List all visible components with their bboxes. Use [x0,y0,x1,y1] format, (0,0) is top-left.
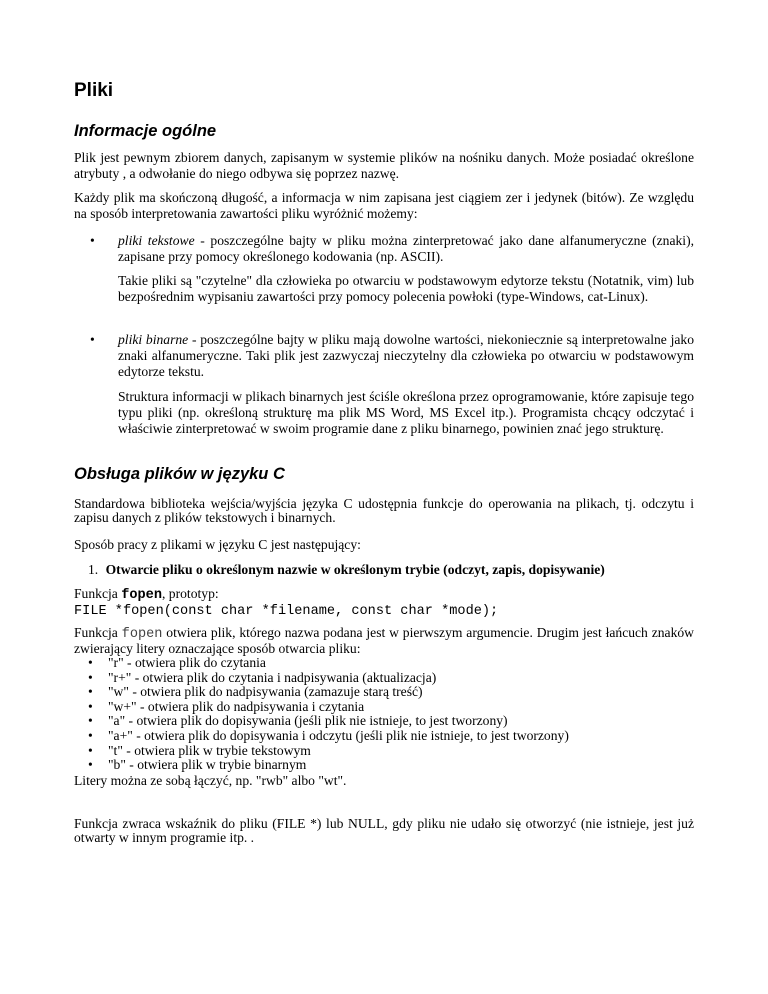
step-open-file [88,562,694,578]
list-item-binary-files: pliki binarne - poszczególne bajty w pliku mają dowolne wartości, niekoniecznie są interpretowalne jako znaki alfanumeryczne. Taki plik jest zazwyczaj nieczytelny dla człowieka po otwarciu w podstawowym edytorze tekstu. [118,332,694,380]
paragraph-intro: Plik jest pewnym zbiorem danych, zapisanym w systemie plików na nośniku danych. Może posiadać określone atrybuty , a odwołanie do niego odbywa się poprzez nazwę. [74,150,694,182]
list-item: • "a+" - otwiera plik do dopisywania i odczytu (jeśli plik nie istnieje, to jest tworzony) [88,727,569,743]
list-item: • "r+" - otwiera plik do czytania i nadpisywania (aktualizacja) [88,669,437,685]
list-item: • "w" - otwiera plik do nadpisywania (zamazuje starą treść) [88,684,423,700]
step-text: Otwarcie pliku o określonym nazwie w określonym trybie (odczyt, zapis, dopisywanie) [105,562,605,577]
bullet-text-files: • [90,233,95,248]
term-binary-files: pliki binarne [118,332,189,347]
list-item: • "r" - otwiera plik do czytania [88,655,266,670]
list-item: • "b" - otwiera plik w trybie binarnym [88,757,307,773]
paragraph-combine: Litery można ze sobą łączyć, np. "rwb" albo "wt". [74,773,347,788]
term-text-files: pliki tekstowe [118,233,195,248]
paragraph-binary-structure: Struktura informacji w plikach binarnych jest ściśle określona przez oprogramowanie, które zapisuje tego typu pliki (np. określoną strukturę ma plik MS Word, MS Excel itp.). Programista chcący odczytać i właściwie zinterpretować w swoim programie dane z pliku binarnego, powinien znać jego strukturę. [118,389,694,437]
step-number: 1. [88,562,99,577]
list-item: • "a" - otwiera plik do dopisywania (jeśli plik nie istnieje, to jest tworzony) [88,713,508,729]
function-intro: Funkcja fopen, prototyp: FILE *fopen(const char *filename, const char *mode); [74,586,499,620]
inline-code-fopen: fopen [121,627,163,642]
bullet-binary-files: • [90,332,95,347]
paragraph-returns: Funkcja zwraca wskaźnik do pliku (FILE *) lub NULL, gdy pliku nie udało się otworzyć (nie istnieje, jest już otwarty w innym programie itp. . [74,816,694,846]
list-item: • "w+" - otwiera plik do nadpisywania i czytania [88,698,365,714]
paragraph-text-files-readable: Takie pliki są "czytelne" dla człowieka po otwarciu w podstawowym edytorze tekstu (Notatnik, vim) lub bezpośrednim wypisaniu zawartości przy pomocy polecenia powłoki (type-Windows, cat-Linux). [118,273,694,305]
paragraph-length: Każdy plik ma skończoną długość, a informacja w nim zapisana jest ciągiem zer i jedynek (bitów). Ze względu na sposób interpretowania zawartości pliku wyróżnić możemy: [74,190,694,222]
paragraph-stdlib: Standardowa biblioteka wejścia/wyjścia języka C udostępnia funkcje do operowania na plikach, tj. odczytu i zapisu danych z plików tekstowych i binarnych. [74,496,694,526]
section-heading-c-files: Obsługa plików w języku C [74,465,285,483]
section-heading-general: Informacje ogólne [74,122,217,140]
paragraph-fopen-desc: Funkcja fopen otwiera plik, którego nazwa podana jest w pierwszym argumencie. Drugim jest łańcuch znaków zwierający litery oznaczające sposób otwarcia pliku: [74,625,694,657]
function-prototype-code: FILE *fopen(const char *filename, const char *mode); [74,604,499,620]
page-title: Pliki [74,80,114,101]
mode-list [74,656,694,773]
paragraph-workflow: Sposób pracy z plikami w języku C jest następujący: [74,537,361,552]
list-item-text-files: pliki tekstowe - poszczególne bajty w pliku można zinterpretować jako dane alfanumeryczne (znaki), zapisane przy pomocy określonego kodowania (np. ASCII). [118,233,694,265]
function-name-code: fopen [121,588,162,603]
list-item: • "t" - otwiera plik w trybie tekstowym [88,742,311,758]
